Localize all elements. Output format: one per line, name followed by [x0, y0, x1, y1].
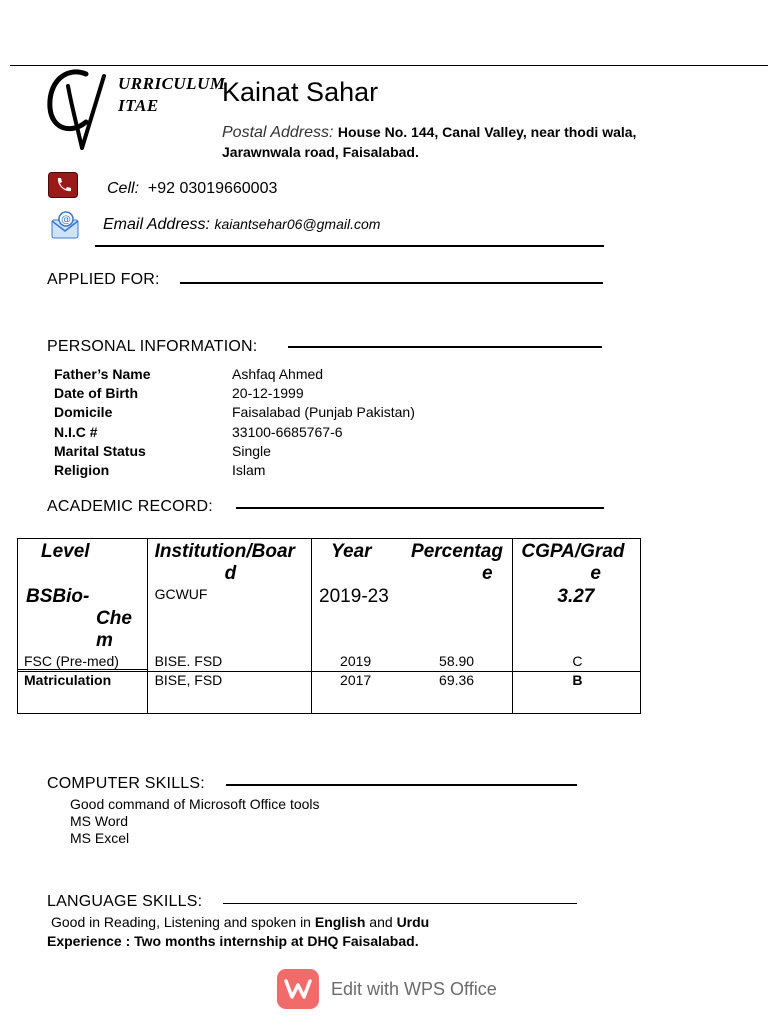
- cell-level-bs-1: BSBio-: [26, 586, 90, 607]
- pi-label-religion: Religion: [54, 462, 110, 478]
- wps-edit-label: Edit with WPS Office: [331, 979, 497, 999]
- cell-grade-matric: B: [572, 672, 583, 688]
- top-rule: [10, 65, 768, 66]
- language-skills-text: Good in Reading, Listening and spoken in English and Urdu: [51, 914, 430, 930]
- candidate-name: Kainat Sahar: [222, 77, 379, 107]
- personal-info-line: [288, 346, 602, 348]
- logo-word-vitae: ITAE: [118, 96, 159, 115]
- pi-value-father: Ashfaq Ahmed: [232, 366, 324, 382]
- th-grade: CGPA/Grad: [521, 541, 625, 562]
- th-percentage-cont: e: [482, 563, 493, 584]
- pi-label-dob: Date of Birth: [54, 385, 138, 401]
- svg-text:@: @: [61, 214, 71, 226]
- language-skills-heading: LANGUAGE SKILLS:: [47, 893, 203, 910]
- th-institution-cont: d: [224, 563, 237, 584]
- computer-skill-item: MS Excel: [70, 830, 130, 846]
- language-english: English: [314, 914, 366, 930]
- pi-value-domicile: Faisalabad (Punjab Pakistan): [232, 404, 415, 420]
- pi-label-marital: Marital Status: [54, 443, 146, 459]
- pi-label-domicile: Domicile: [54, 404, 113, 420]
- pi-value-nic: 33100-6685767-6: [232, 424, 343, 440]
- cell-grade-fsc: C: [572, 653, 583, 669]
- cell-inst-gcwuf: GCWUF: [154, 586, 208, 602]
- th-grade-cont: e: [590, 563, 601, 584]
- pi-value-religion: Islam: [232, 462, 266, 478]
- pi-label-father: Father’s Name: [54, 366, 151, 382]
- address-text-1: House No. 144, Canal Valley, near thodi wala,: [337, 124, 637, 140]
- cell-label: Cell:: [107, 180, 140, 197]
- header-underline: [95, 245, 604, 247]
- table-row: [18, 539, 641, 672]
- cell-inst-fsc: BISE. FSD: [154, 653, 223, 669]
- academic-line: [236, 507, 604, 509]
- cell-year-matric: 2017: [340, 672, 372, 688]
- wps-logo-icon: [277, 969, 319, 1009]
- pi-value-marital: Single: [232, 443, 271, 459]
- cell-value: +92 03019660003: [147, 180, 278, 197]
- email-value: kaiantsehar06@gmail.com: [214, 216, 381, 232]
- cell-level-matric: Matriculation: [24, 672, 112, 688]
- cell-pct-fsc: 58.90: [439, 653, 475, 669]
- th-institution: Institution/Boar: [154, 541, 295, 562]
- pi-label-nic: N.I.C #: [54, 424, 98, 440]
- table-row: [18, 672, 641, 714]
- applied-for-heading: APPLIED FOR:: [47, 271, 160, 288]
- computer-skill-item: Good command of Microsoft Office tools: [70, 796, 320, 812]
- email-label: Email Address:: [103, 216, 210, 233]
- pi-value-dob: 20-12-1999: [232, 385, 304, 401]
- academic-heading: ACADEMIC RECORD:: [47, 498, 213, 515]
- computer-skills-line: [226, 784, 577, 786]
- email-row: [103, 216, 380, 234]
- postal-address-line1: Postal Address: House No. 144, Canal Valley, near thodi wala,: [222, 124, 637, 141]
- table-row-divider: [18, 669, 148, 670]
- phone-icon: [48, 172, 78, 198]
- cell-level-fsc: FSC (Pre-med): [24, 653, 119, 669]
- cell-inst-matric: BISE, FSD: [154, 672, 223, 688]
- personal-info-heading: PERSONAL INFORMATION:: [47, 338, 258, 355]
- cell-level-bs-2: Che: [96, 608, 132, 629]
- language-skills-line: [223, 903, 577, 904]
- postal-address-label: Postal Address: [222, 124, 330, 141]
- cell-year-bs: 2019-23: [319, 586, 389, 607]
- cell-pct-matric: 69.36: [439, 672, 475, 688]
- cell-row: [107, 180, 277, 198]
- cell-grade-bs: 3.27: [557, 586, 595, 607]
- th-year: Year: [331, 541, 372, 562]
- academic-table: [17, 538, 641, 714]
- language-urdu: Urdu: [396, 914, 430, 930]
- cv-logo-icon: [46, 68, 106, 152]
- address-text-2: Jarawnwala road, Faisalabad.: [222, 144, 419, 160]
- applied-for-line: [180, 282, 603, 284]
- computer-skills-heading: COMPUTER SKILLS:: [47, 775, 205, 792]
- cell-level-bs-3: m: [96, 630, 113, 651]
- experience-line: Experience : Two months internship at DHQ Faisalabad.: [47, 933, 419, 949]
- computer-skill-item: MS Word: [70, 813, 129, 829]
- th-level: Level: [41, 541, 90, 562]
- logo-word-curriculum: URRICULUM: [118, 74, 226, 93]
- th-percentage: Percentag: [411, 541, 503, 562]
- email-icon: [50, 210, 82, 242]
- cell-year-fsc: 2019: [340, 653, 372, 669]
